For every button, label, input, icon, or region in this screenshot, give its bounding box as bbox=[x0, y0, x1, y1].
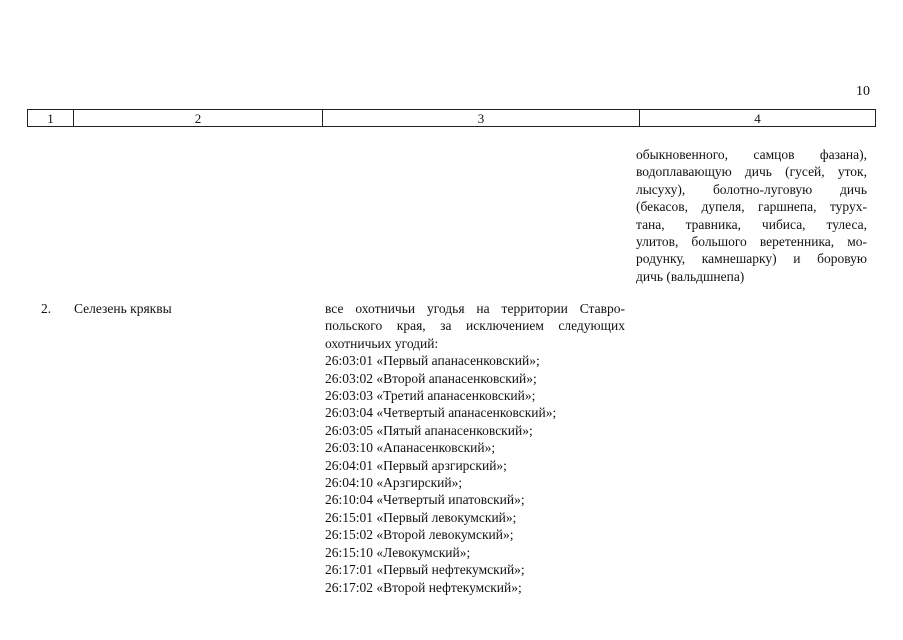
list-item: 26:10:04 «Четвертый ипатовский»; bbox=[325, 492, 525, 508]
column-number-3: 3 bbox=[323, 110, 640, 127]
text-line: родунку, камнешарку) и боровую bbox=[636, 251, 867, 267]
list-item: 26:17:01 «Первый нефтекумский»; bbox=[325, 562, 525, 578]
list-item: 26:15:02 «Второй левокумский»; bbox=[325, 527, 514, 543]
continued-game-list bbox=[636, 146, 867, 285]
row-number: 2. bbox=[41, 301, 52, 316]
territory-description bbox=[325, 300, 625, 596]
list-item: 26:15:10 «Левокумский»; bbox=[325, 544, 471, 560]
list-item: 26:04:10 «Арзгирский»; bbox=[325, 475, 463, 491]
list-item: 26:03:02 «Второй апанасенковский»; bbox=[325, 370, 537, 386]
header-row bbox=[28, 110, 876, 127]
list-item: 26:04:01 «Первый арзгирский»; bbox=[325, 457, 507, 473]
page-number: 10 bbox=[856, 84, 870, 99]
text-line: обыкновенного, самцов фазана), bbox=[636, 147, 867, 162]
species-name: Селезень кряквы bbox=[74, 301, 172, 316]
column-number-1: 1 bbox=[28, 110, 74, 127]
list-item: 26:17:02 «Второй нефтекумский»; bbox=[325, 579, 522, 595]
list-item: 26:15:01 «Первый левокумский»; bbox=[325, 509, 517, 525]
list-item: 26:03:01 «Первый апанасенковский»; bbox=[325, 353, 540, 369]
text-line: лысуху), болотно-луговую дичь bbox=[636, 181, 867, 197]
list-item: 26:03:10 «Апанасенковский»; bbox=[325, 440, 496, 456]
list-item: 26:03:03 «Третий апанасенковский»; bbox=[325, 388, 536, 404]
territory-intro bbox=[325, 300, 625, 352]
hunting-grounds-list bbox=[325, 352, 625, 596]
column-number-header bbox=[27, 109, 876, 127]
column-number-2: 2 bbox=[74, 110, 323, 127]
text-line: улитов, большого веретенника, мо- bbox=[636, 234, 867, 250]
text-line: польского края, за исключением следующих bbox=[325, 318, 625, 334]
text-line: дичь (вальдшнепа) bbox=[636, 268, 745, 284]
text-line: водоплавающую дичь (гусей, уток, bbox=[636, 164, 867, 180]
text-line: все охотничьи угодья на территории Ставро- bbox=[325, 301, 625, 316]
list-item: 26:03:05 «Пятый апанасенковский»; bbox=[325, 422, 533, 438]
text-line: тана, травника, чибиса, тулеса, bbox=[636, 216, 867, 232]
text-line: (бекасов, дупеля, гаршнепа, турух- bbox=[636, 199, 867, 215]
text-line: охотничьих угодий: bbox=[325, 335, 439, 351]
list-item: 26:03:04 «Четвертый апанасенковский»; bbox=[325, 405, 557, 421]
column-number-4: 4 bbox=[640, 110, 876, 127]
